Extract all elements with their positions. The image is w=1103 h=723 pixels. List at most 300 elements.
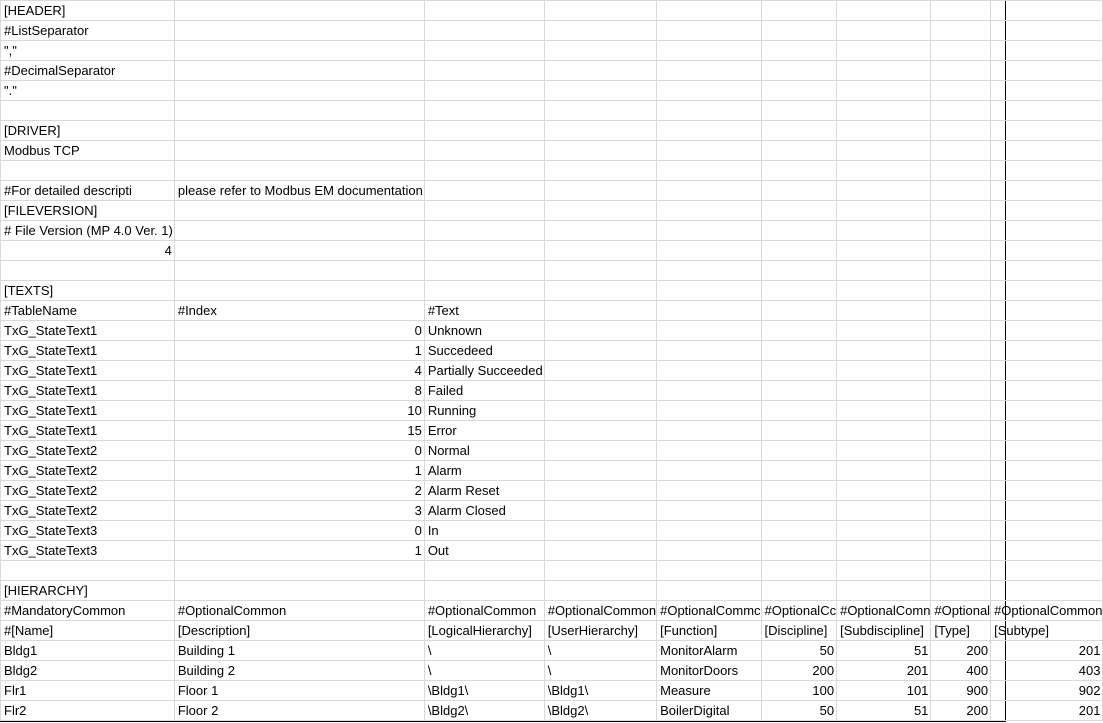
sheet-cell[interactable] [657, 421, 761, 441]
sheet-cell[interactable]: 1 [174, 341, 424, 361]
sheet-cell[interactable] [931, 21, 991, 41]
sheet-cell[interactable] [991, 61, 1103, 81]
sheet-cell[interactable] [931, 541, 991, 561]
sheet-cell[interactable] [424, 441, 544, 461]
sheet-cell[interactable]: #MandatoryCommon [1, 601, 175, 621]
sheet-cell[interactable] [837, 521, 931, 541]
sheet-cell[interactable]: TxG_StateText1 [1, 401, 175, 421]
sheet-cell[interactable]: 50 [761, 701, 837, 721]
sheet-cell[interactable] [424, 521, 544, 541]
sheet-cell[interactable] [991, 241, 1103, 261]
sheet-cell[interactable] [991, 101, 1103, 121]
sheet-cell[interactable] [424, 181, 544, 201]
sheet-cell[interactable]: 50 [761, 641, 837, 661]
sheet-cell[interactable]: #OptionalCc [761, 601, 837, 621]
sheet-cell[interactable]: 201 [991, 641, 1103, 661]
sheet-cell[interactable] [991, 201, 1103, 221]
sheet-cell[interactable] [544, 321, 656, 341]
sheet-cell[interactable]: Measure [657, 681, 761, 701]
sheet-cell[interactable]: TxG_StateText2 [1, 461, 175, 481]
sheet-cell[interactable] [931, 1, 991, 21]
sheet-cell[interactable]: 1 [174, 541, 424, 561]
sheet-cell[interactable] [761, 561, 837, 581]
sheet-cell[interactable]: 3 [174, 501, 424, 521]
sheet-cell[interactable] [991, 161, 1103, 181]
sheet-cell[interactable] [1, 41, 175, 61]
sheet-cell[interactable] [837, 401, 931, 421]
sheet-cell[interactable]: Floor 1 [174, 681, 424, 701]
sheet-cell[interactable] [931, 161, 991, 181]
sheet-cell[interactable] [544, 341, 656, 361]
sheet-cell[interactable] [761, 381, 837, 401]
sheet-cell[interactable] [1, 81, 175, 101]
sheet-cell[interactable] [991, 21, 1103, 41]
sheet-cell[interactable] [991, 561, 1103, 581]
sheet-cell[interactable]: TxG_StateText1 [1, 421, 175, 441]
sheet-cell[interactable] [931, 321, 991, 341]
sheet-cell[interactable]: [Discipline] [761, 621, 837, 641]
sheet-cell[interactable]: 101 [837, 681, 931, 701]
sheet-cell[interactable] [657, 161, 761, 181]
sheet-cell[interactable] [544, 261, 656, 281]
sheet-cell[interactable] [761, 361, 837, 381]
sheet-cell[interactable]: [Function] [657, 621, 761, 641]
sheet-cell[interactable]: 403 [991, 661, 1103, 681]
sheet-cell[interactable] [657, 521, 761, 541]
sheet-cell[interactable]: #OptionalCommc [657, 601, 761, 621]
sheet-cell[interactable] [657, 201, 761, 221]
sheet-cell[interactable]: 15 [174, 421, 424, 441]
sheet-cell[interactable]: [UserHierarchy] [544, 621, 656, 641]
sheet-cell[interactable]: MonitorDoors [657, 661, 761, 681]
sheet-cell[interactable] [1, 1, 175, 21]
sheet-cell[interactable] [837, 181, 931, 201]
sheet-cell[interactable] [837, 281, 931, 301]
sheet-cell[interactable] [174, 181, 424, 201]
sheet-cell[interactable] [174, 121, 424, 141]
sheet-cell[interactable] [761, 81, 837, 101]
sheet-cell[interactable] [1, 101, 175, 121]
sheet-cell[interactable] [991, 141, 1103, 161]
sheet-cell[interactable]: Flr1 [1, 681, 175, 701]
sheet-cell[interactable] [837, 481, 931, 501]
sheet-cell[interactable] [544, 301, 656, 321]
sheet-cell[interactable]: [Description] [174, 621, 424, 641]
sheet-cell[interactable] [761, 241, 837, 261]
sheet-cell[interactable] [1, 121, 175, 141]
sheet-cell[interactable] [544, 161, 656, 181]
sheet-cell[interactable] [761, 421, 837, 441]
sheet-cell[interactable]: #For detailed descripti [1, 181, 175, 201]
sheet-cell[interactable] [424, 481, 544, 501]
sheet-cell[interactable]: 0 [174, 321, 424, 341]
sheet-cell[interactable] [544, 501, 656, 521]
sheet-cell[interactable] [991, 121, 1103, 141]
sheet-cell[interactable] [761, 261, 837, 281]
sheet-cell[interactable]: 0 [174, 521, 424, 541]
sheet-cell[interactable] [657, 441, 761, 461]
sheet-cell[interactable] [761, 61, 837, 81]
sheet-cell[interactable] [761, 1, 837, 21]
sheet-cell[interactable] [991, 1, 1103, 21]
sheet-cell[interactable] [174, 561, 424, 581]
sheet-cell[interactable] [424, 141, 544, 161]
sheet-cell[interactable] [544, 41, 656, 61]
sheet-cell[interactable] [931, 381, 991, 401]
sheet-cell[interactable] [761, 401, 837, 421]
sheet-cell[interactable] [657, 581, 761, 601]
sheet-cell[interactable] [544, 1, 656, 21]
sheet-cell[interactable] [837, 1, 931, 21]
sheet-cell[interactable] [837, 141, 931, 161]
sheet-cell[interactable] [544, 401, 656, 421]
sheet-cell[interactable] [931, 481, 991, 501]
sheet-cell[interactable] [657, 221, 761, 241]
sheet-cell[interactable] [657, 301, 761, 321]
sheet-cell[interactable] [544, 81, 656, 101]
sheet-cell[interactable] [761, 101, 837, 121]
sheet-cell[interactable] [424, 101, 544, 121]
sheet-cell[interactable] [837, 61, 931, 81]
sheet-cell[interactable] [424, 401, 544, 421]
sheet-cell[interactable] [991, 301, 1103, 321]
sheet-cell[interactable] [991, 381, 1103, 401]
sheet-cell[interactable]: #OptionalCommon [424, 601, 544, 621]
sheet-cell[interactable] [657, 181, 761, 201]
sheet-cell[interactable] [544, 541, 656, 561]
sheet-cell[interactable] [931, 61, 991, 81]
sheet-cell[interactable] [544, 61, 656, 81]
sheet-cell[interactable] [544, 281, 656, 301]
sheet-cell[interactable] [657, 481, 761, 501]
sheet-cell[interactable] [174, 101, 424, 121]
sheet-cell[interactable]: TxG_StateText1 [1, 321, 175, 341]
sheet-cell[interactable] [761, 481, 837, 501]
sheet-cell[interactable] [657, 501, 761, 521]
sheet-cell[interactable]: \Bldg2\ [424, 701, 544, 721]
sheet-cell[interactable]: [Subdiscipline] [837, 621, 931, 641]
sheet-cell[interactable]: #OptionalCommon [544, 601, 656, 621]
sheet-cell[interactable] [761, 161, 837, 181]
sheet-cell[interactable]: 902 [991, 681, 1103, 701]
sheet-cell[interactable]: TxG_StateText3 [1, 521, 175, 541]
sheet-cell[interactable] [761, 121, 837, 141]
sheet-cell[interactable]: \ [544, 661, 656, 681]
sheet-cell[interactable] [1, 581, 175, 601]
sheet-cell[interactable] [424, 501, 544, 521]
sheet-cell[interactable] [761, 201, 837, 221]
sheet-cell[interactable] [657, 61, 761, 81]
sheet-cell[interactable] [174, 41, 424, 61]
sheet-cell[interactable] [657, 281, 761, 301]
sheet-cell[interactable] [657, 341, 761, 361]
sheet-cell[interactable] [837, 81, 931, 101]
sheet-cell[interactable] [174, 141, 424, 161]
sheet-cell[interactable] [657, 101, 761, 121]
sheet-cell[interactable] [931, 261, 991, 281]
sheet-cell[interactable] [761, 441, 837, 461]
sheet-cell[interactable] [931, 281, 991, 301]
sheet-cell[interactable] [544, 561, 656, 581]
sheet-cell[interactable] [931, 461, 991, 481]
sheet-cell[interactable] [424, 561, 544, 581]
sheet-cell[interactable] [657, 541, 761, 561]
sheet-cell[interactable]: 8 [174, 381, 424, 401]
sheet-cell[interactable] [931, 201, 991, 221]
sheet-cell[interactable]: 0 [174, 441, 424, 461]
sheet-cell[interactable]: MonitorAlarm [657, 641, 761, 661]
sheet-cell[interactable] [837, 21, 931, 41]
sheet-cell[interactable] [544, 201, 656, 221]
sheet-cell[interactable] [931, 501, 991, 521]
sheet-cell[interactable] [174, 221, 424, 241]
sheet-cell[interactable] [544, 141, 656, 161]
sheet-cell[interactable] [761, 461, 837, 481]
sheet-cell[interactable] [761, 41, 837, 61]
sheet-cell[interactable] [837, 261, 931, 281]
sheet-cell[interactable] [931, 141, 991, 161]
sheet-cell[interactable] [544, 241, 656, 261]
sheet-cell[interactable] [1, 21, 175, 41]
sheet-cell[interactable] [657, 141, 761, 161]
sheet-cell[interactable] [424, 221, 544, 241]
sheet-cell[interactable]: 51 [837, 641, 931, 661]
sheet-cell[interactable]: \ [544, 641, 656, 661]
sheet-cell[interactable] [991, 221, 1103, 241]
sheet-cell[interactable] [991, 421, 1103, 441]
sheet-cell[interactable] [174, 1, 424, 21]
sheet-cell[interactable] [174, 261, 424, 281]
sheet-cell[interactable] [544, 121, 656, 141]
sheet-cell[interactable] [931, 181, 991, 201]
sheet-cell[interactable]: [Subtype] [991, 621, 1103, 641]
sheet-cell[interactable] [424, 461, 544, 481]
sheet-cell[interactable] [991, 281, 1103, 301]
sheet-cell[interactable] [544, 461, 656, 481]
sheet-cell[interactable] [657, 41, 761, 61]
sheet-cell[interactable] [761, 301, 837, 321]
sheet-cell[interactable]: Building 1 [174, 641, 424, 661]
sheet-cell[interactable]: #Optional [931, 601, 991, 621]
sheet-cell[interactable] [544, 221, 656, 241]
sheet-cell[interactable] [174, 21, 424, 41]
sheet-cell[interactable] [544, 581, 656, 601]
sheet-cell[interactable] [424, 21, 544, 41]
sheet-cell[interactable] [837, 381, 931, 401]
sheet-cell[interactable]: 2 [174, 481, 424, 501]
sheet-cell[interactable]: \Bldg2\ [544, 701, 656, 721]
sheet-cell[interactable]: Bldg2 [1, 661, 175, 681]
sheet-cell[interactable] [931, 121, 991, 141]
sheet-cell[interactable]: 200 [931, 701, 991, 721]
sheet-cell[interactable]: TxG_StateText3 [1, 541, 175, 561]
sheet-cell[interactable] [657, 561, 761, 581]
sheet-cell[interactable] [991, 441, 1103, 461]
sheet-cell[interactable]: \Bldg1\ [544, 681, 656, 701]
sheet-cell[interactable] [931, 221, 991, 241]
sheet-cell[interactable] [544, 181, 656, 201]
sheet-cell[interactable] [761, 141, 837, 161]
sheet-cell[interactable] [761, 21, 837, 41]
sheet-cell[interactable] [761, 221, 837, 241]
sheet-cell[interactable] [424, 61, 544, 81]
sheet-cell[interactable] [174, 61, 424, 81]
sheet-cell[interactable] [837, 121, 931, 141]
sheet-cell[interactable]: [Type] [931, 621, 991, 641]
sheet-cell[interactable]: [LogicalHierarchy] [424, 621, 544, 641]
sheet-cell[interactable] [991, 81, 1103, 101]
sheet-cell[interactable] [174, 81, 424, 101]
sheet-cell[interactable] [991, 361, 1103, 381]
sheet-cell[interactable]: 4 [1, 241, 175, 261]
sheet-cell[interactable] [931, 441, 991, 461]
sheet-cell[interactable] [1, 161, 175, 181]
sheet-cell[interactable] [931, 401, 991, 421]
sheet-cell[interactable] [837, 541, 931, 561]
sheet-cell[interactable]: 100 [761, 681, 837, 701]
sheet-cell[interactable] [991, 341, 1103, 361]
sheet-cell[interactable] [991, 181, 1103, 201]
sheet-cell[interactable] [657, 241, 761, 261]
sheet-cell[interactable] [837, 161, 931, 181]
sheet-cell[interactable] [1, 561, 175, 581]
sheet-cell[interactable] [837, 241, 931, 261]
sheet-cell[interactable] [424, 261, 544, 281]
sheet-cell[interactable] [991, 521, 1103, 541]
sheet-cell[interactable] [761, 341, 837, 361]
sheet-cell[interactable] [991, 401, 1103, 421]
sheet-cell[interactable]: \ [424, 661, 544, 681]
sheet-cell[interactable] [424, 301, 544, 321]
sheet-cell[interactable] [761, 501, 837, 521]
sheet-cell[interactable]: Floor 2 [174, 701, 424, 721]
sheet-cell[interactable] [424, 321, 544, 341]
sheet-cell[interactable]: #TableName [1, 301, 175, 321]
sheet-cell[interactable]: TxG_StateText2 [1, 441, 175, 461]
sheet-cell[interactable] [544, 481, 656, 501]
sheet-cell[interactable] [544, 361, 656, 381]
sheet-cell[interactable] [837, 221, 931, 241]
sheet-cell[interactable] [424, 381, 544, 401]
sheet-cell[interactable]: #Index [174, 301, 424, 321]
sheet-cell[interactable] [761, 581, 837, 601]
sheet-cell[interactable] [657, 261, 761, 281]
sheet-cell[interactable] [931, 101, 991, 121]
sheet-cell[interactable] [424, 1, 544, 21]
sheet-cell[interactable]: 200 [931, 641, 991, 661]
sheet-cell[interactable]: 201 [991, 701, 1103, 721]
sheet-cell[interactable] [761, 181, 837, 201]
sheet-cell[interactable]: TxG_StateText1 [1, 361, 175, 381]
sheet-cell[interactable] [761, 281, 837, 301]
sheet-cell[interactable] [424, 281, 544, 301]
sheet-cell[interactable] [991, 261, 1103, 281]
sheet-cell[interactable]: Bldg1 [1, 641, 175, 661]
sheet-cell[interactable]: \ [424, 641, 544, 661]
sheet-cell[interactable] [931, 421, 991, 441]
sheet-cell[interactable] [837, 361, 931, 381]
sheet-cell[interactable]: 201 [837, 661, 931, 681]
sheet-cell[interactable] [424, 341, 544, 361]
sheet-cell[interactable] [544, 441, 656, 461]
sheet-cell[interactable]: 200 [761, 661, 837, 681]
sheet-cell[interactable] [544, 101, 656, 121]
sheet-cell[interactable] [544, 381, 656, 401]
sheet-cell[interactable] [991, 581, 1103, 601]
sheet-cell[interactable] [657, 321, 761, 341]
sheet-cell[interactable] [424, 581, 544, 601]
sheet-cell[interactable]: TxG_StateText2 [1, 501, 175, 521]
sheet-cell[interactable] [931, 561, 991, 581]
sheet-cell[interactable]: BoilerDigital [657, 701, 761, 721]
sheet-cell[interactable] [424, 81, 544, 101]
sheet-cell[interactable] [1, 201, 175, 221]
sheet-cell[interactable] [931, 361, 991, 381]
sheet-cell[interactable] [424, 541, 544, 561]
sheet-cell[interactable] [931, 41, 991, 61]
sheet-cell[interactable]: 4 [174, 361, 424, 381]
sheet-cell[interactable]: TxG_StateText2 [1, 481, 175, 501]
sheet-cell[interactable]: #OptionalComn [837, 601, 931, 621]
sheet-cell[interactable]: 51 [837, 701, 931, 721]
sheet-cell[interactable] [1, 61, 175, 81]
sheet-cell[interactable]: Building 2 [174, 661, 424, 681]
sheet-cell[interactable] [424, 161, 544, 181]
sheet-cell[interactable]: 10 [174, 401, 424, 421]
sheet-cell[interactable] [931, 521, 991, 541]
sheet-cell[interactable] [424, 361, 544, 381]
sheet-cell[interactable] [657, 1, 761, 21]
sheet-cell[interactable] [991, 321, 1103, 341]
sheet-cell[interactable] [991, 481, 1103, 501]
sheet-cell[interactable] [424, 421, 544, 441]
sheet-cell[interactable] [837, 41, 931, 61]
sheet-cell[interactable] [991, 541, 1103, 561]
sheet-cell[interactable]: TxG_StateText1 [1, 341, 175, 361]
sheet-cell[interactable]: Flr2 [1, 701, 175, 721]
sheet-cell[interactable] [991, 501, 1103, 521]
sheet-cell[interactable] [991, 41, 1103, 61]
sheet-cell[interactable]: 900 [931, 681, 991, 701]
sheet-cell[interactable]: 1 [174, 461, 424, 481]
sheet-cell[interactable] [837, 201, 931, 221]
sheet-cell[interactable] [837, 441, 931, 461]
sheet-cell[interactable] [657, 21, 761, 41]
sheet-cell[interactable] [837, 421, 931, 441]
sheet-cell[interactable]: 400 [931, 661, 991, 681]
sheet-cell[interactable] [837, 341, 931, 361]
sheet-cell[interactable] [1, 281, 175, 301]
sheet-cell[interactable] [424, 121, 544, 141]
sheet-cell[interactable] [657, 401, 761, 421]
sheet-cell[interactable] [174, 201, 424, 221]
sheet-cell[interactable] [837, 561, 931, 581]
sheet-cell[interactable] [657, 461, 761, 481]
sheet-cell[interactable] [931, 81, 991, 101]
sheet-cell[interactable] [1, 261, 175, 281]
sheet-cell[interactable] [837, 461, 931, 481]
sheet-cell[interactable] [544, 521, 656, 541]
sheet-cell[interactable] [837, 581, 931, 601]
sheet-cell[interactable] [837, 501, 931, 521]
sheet-cell[interactable] [931, 241, 991, 261]
sheet-cell[interactable] [657, 381, 761, 401]
sheet-cell[interactable] [174, 581, 424, 601]
sheet-cell[interactable] [1, 141, 175, 161]
sheet-cell[interactable] [837, 321, 931, 341]
sheet-cell[interactable]: #[Name] [1, 621, 175, 641]
sheet-cell[interactable]: #OptionalCommon [174, 601, 424, 621]
